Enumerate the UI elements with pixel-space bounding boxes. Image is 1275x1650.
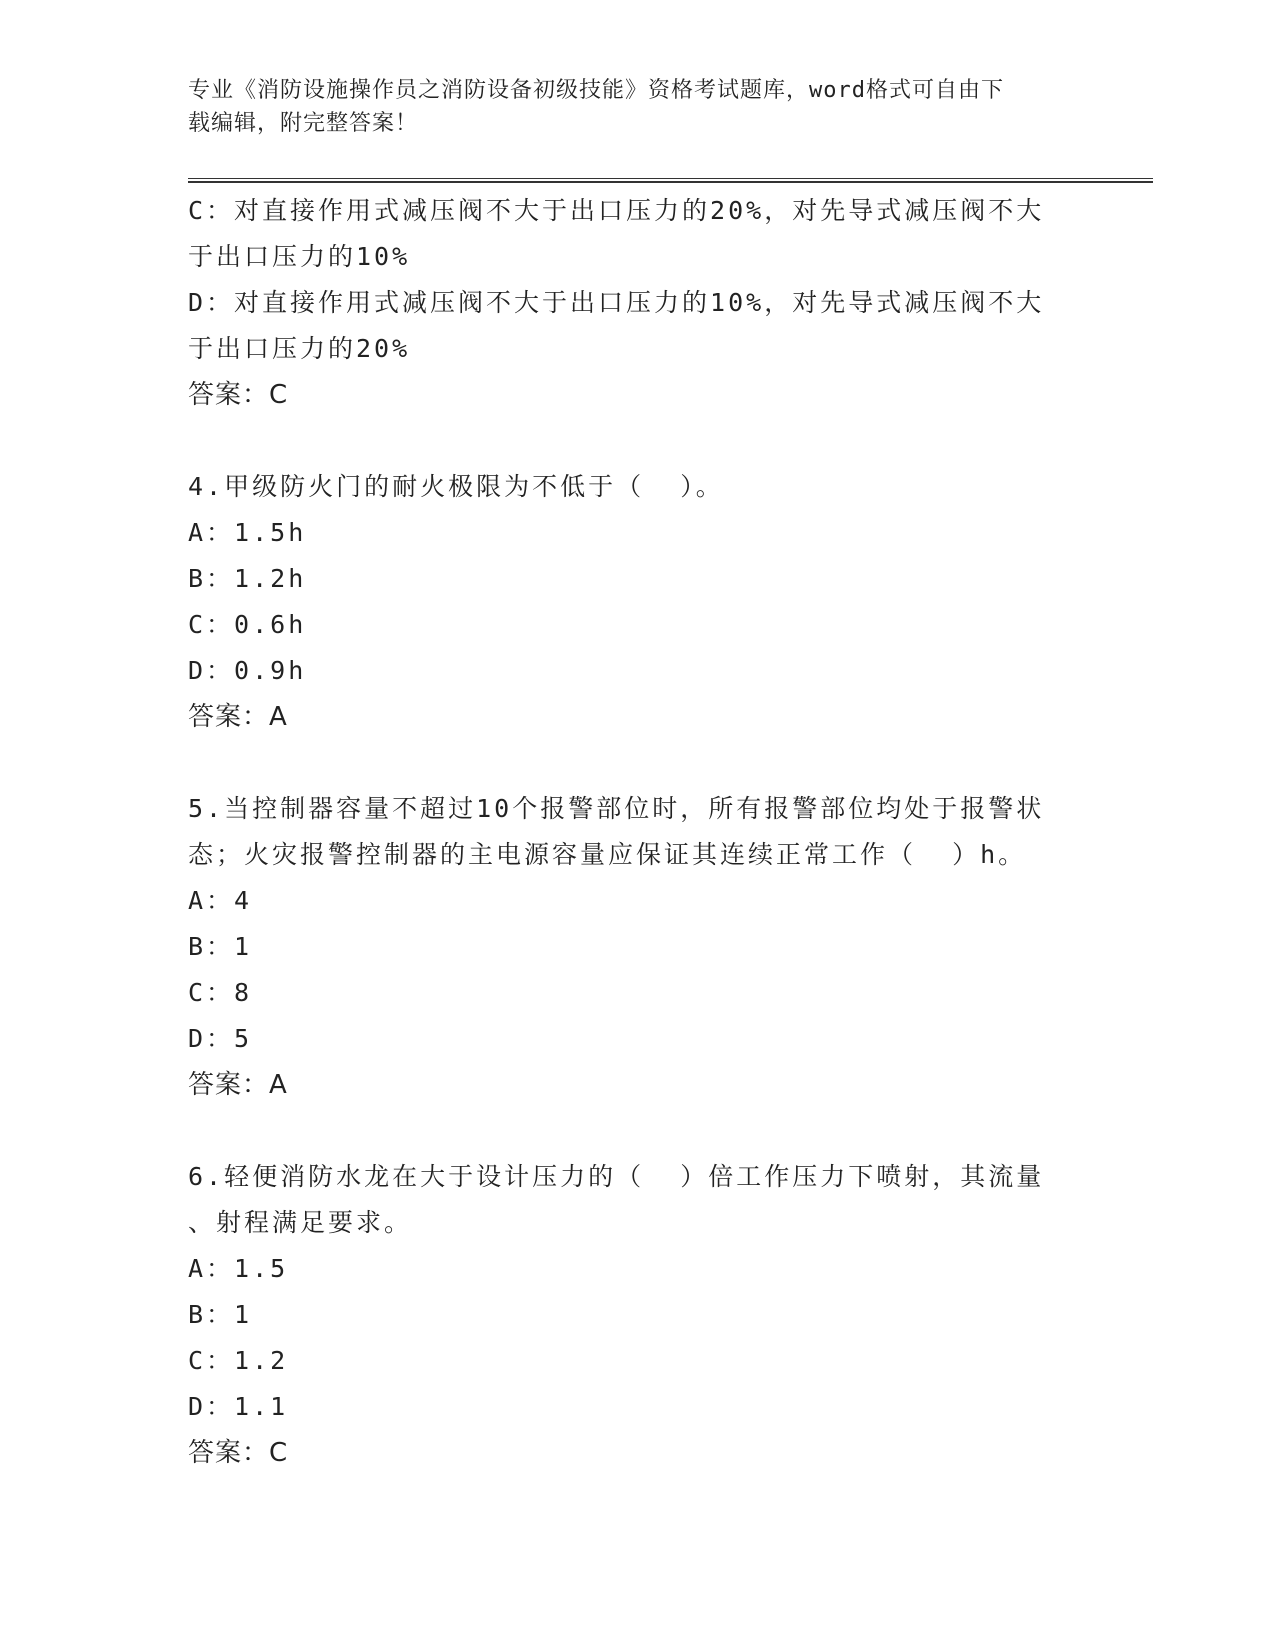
option-c-line-1: C：对直接作用式减压阀不大于出口压力的20%，对先导式减压阀不大 [188,196,1045,225]
header-line-2: 载编辑，附完整答案！ [188,111,419,136]
option-d: D：0.9h [188,656,307,685]
answer: 答案：C [188,1438,289,1468]
option-d-line-2: 于出口压力的20% [188,334,411,363]
answer: 答案：A [188,1070,288,1100]
option-a: A：4 [188,886,253,915]
header-divider [188,178,1153,183]
option-b: B：1 [188,932,253,961]
option-b: B：1 [188,1300,253,1329]
option-c-line-2: 于出口压力的10% [188,242,411,271]
answer: 答案：A [188,702,288,732]
spacer [188,1108,1088,1154]
option-d: D：1.1 [188,1392,289,1421]
question-5 [188,786,1088,1108]
question-stem: 4.甲级防火门的耐火极限为不低于（ ）。 [188,472,724,501]
question-stem-line-1: 5.当控制器容量不超过10个报警部位时，所有报警部位均处于报警状 [188,794,1045,823]
option-c: C：8 [188,978,253,1007]
option-c: C：0.6h [188,610,307,639]
spacer [188,740,1088,786]
document-body [188,188,1088,1476]
question-stem-line-2: 态；火灾报警控制器的主电源容量应保证其连续正常工作（ ）h。 [188,840,1027,869]
option-a: A：1.5 [188,1254,289,1283]
question-4 [188,464,1088,740]
document-header [188,74,1088,140]
option-b: B：1.2h [188,564,307,593]
question-stem-line-1: 6.轻便消防水龙在大于设计压力的（ ）倍工作压力下喷射，其流量 [188,1162,1045,1191]
question-6 [188,1154,1088,1476]
answer: 答案：C [188,380,289,410]
option-d: D：5 [188,1024,253,1053]
option-a: A：1.5h [188,518,307,547]
question-stem-line-2: 、射程满足要求。 [188,1208,413,1237]
header-line-1: 专业《消防设施操作员之消防设备初级技能》资格考试题库，word格式可自由下 [188,78,1004,103]
spacer [188,418,1088,464]
option-d-line-1: D：对直接作用式减压阀不大于出口压力的10%，对先导式减压阀不大 [188,288,1045,317]
question-3-continued [188,188,1088,418]
option-c: C：1.2 [188,1346,289,1375]
